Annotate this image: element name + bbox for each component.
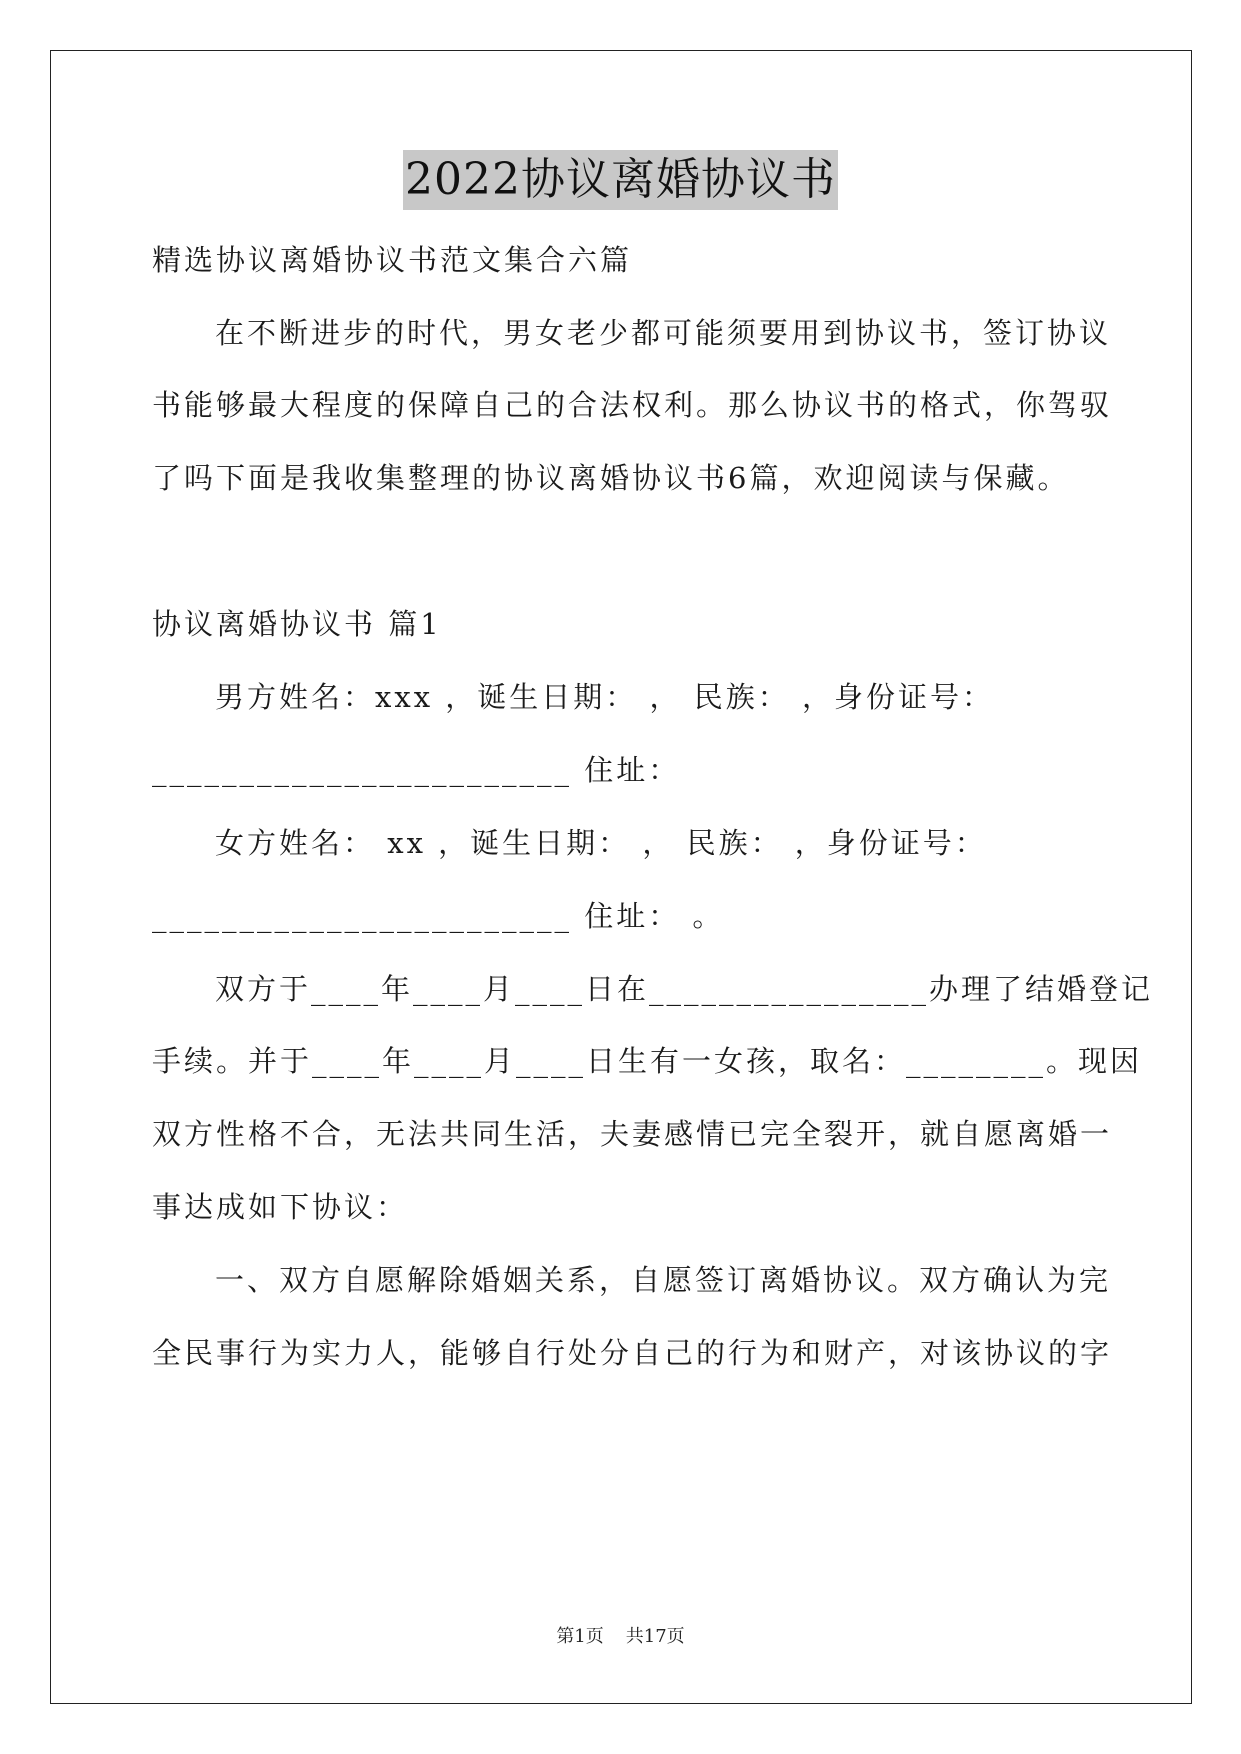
intro-line-2: 书能够最大程度的保障自己的合法权利。那么协议书的格式，你驾驭 <box>152 388 1113 422</box>
clause-1-line-1: 一、双方自愿解除婚姻关系，自愿签订离婚协议。双方确认为完 <box>215 1263 1112 1297</box>
man-info-line-2: ________________________ 住址： <box>152 753 681 787</box>
body-line-1: 双方于____年____月____日在________________办理了结婚登记 <box>215 972 1154 1006</box>
woman-info-line-2: ________________________ 住址： 。 <box>152 899 725 933</box>
intro-line-3: 了吗下面是我收集整理的协议离婚协议书6篇，欢迎阅读与保藏。 <box>152 461 1070 495</box>
man-info-line-1: 男方姓名：xxx ，诞生日期： ， 民族： ，身份证号： <box>215 680 994 714</box>
document-title: 2022协议离婚协议书 <box>403 150 838 210</box>
body-line-3: 双方性格不合，无法共同生活，夫妻感情已完全裂开，就自愿离婚一 <box>152 1117 1113 1151</box>
intro-line-1: 在不断进步的时代，男女老少都可能须要用到协议书，签订协议 <box>215 316 1112 350</box>
page-border <box>50 50 1192 1704</box>
title-container <box>0 150 1241 210</box>
page-number: 第1页 <box>556 1626 604 1647</box>
body-line-4: 事达成如下协议： <box>152 1190 409 1224</box>
woman-info-line-1: 女方姓名： xx ，诞生日期： ， 民族： ，身份证号： <box>215 826 987 860</box>
section-heading: 协议离婚协议书 篇1 <box>152 607 442 641</box>
subtitle: 精选协议离婚协议书范文集合六篇 <box>152 243 633 277</box>
page-total: 共17页 <box>625 1626 685 1647</box>
clause-1-line-2: 全民事行为实力人，能够自行处分自己的行为和财产，对该协议的字 <box>152 1336 1113 1370</box>
body-line-2: 手续。并于____年____月____日生有一女孩，取名：________。现因 <box>152 1044 1143 1078</box>
page-footer <box>0 1622 1241 1648</box>
